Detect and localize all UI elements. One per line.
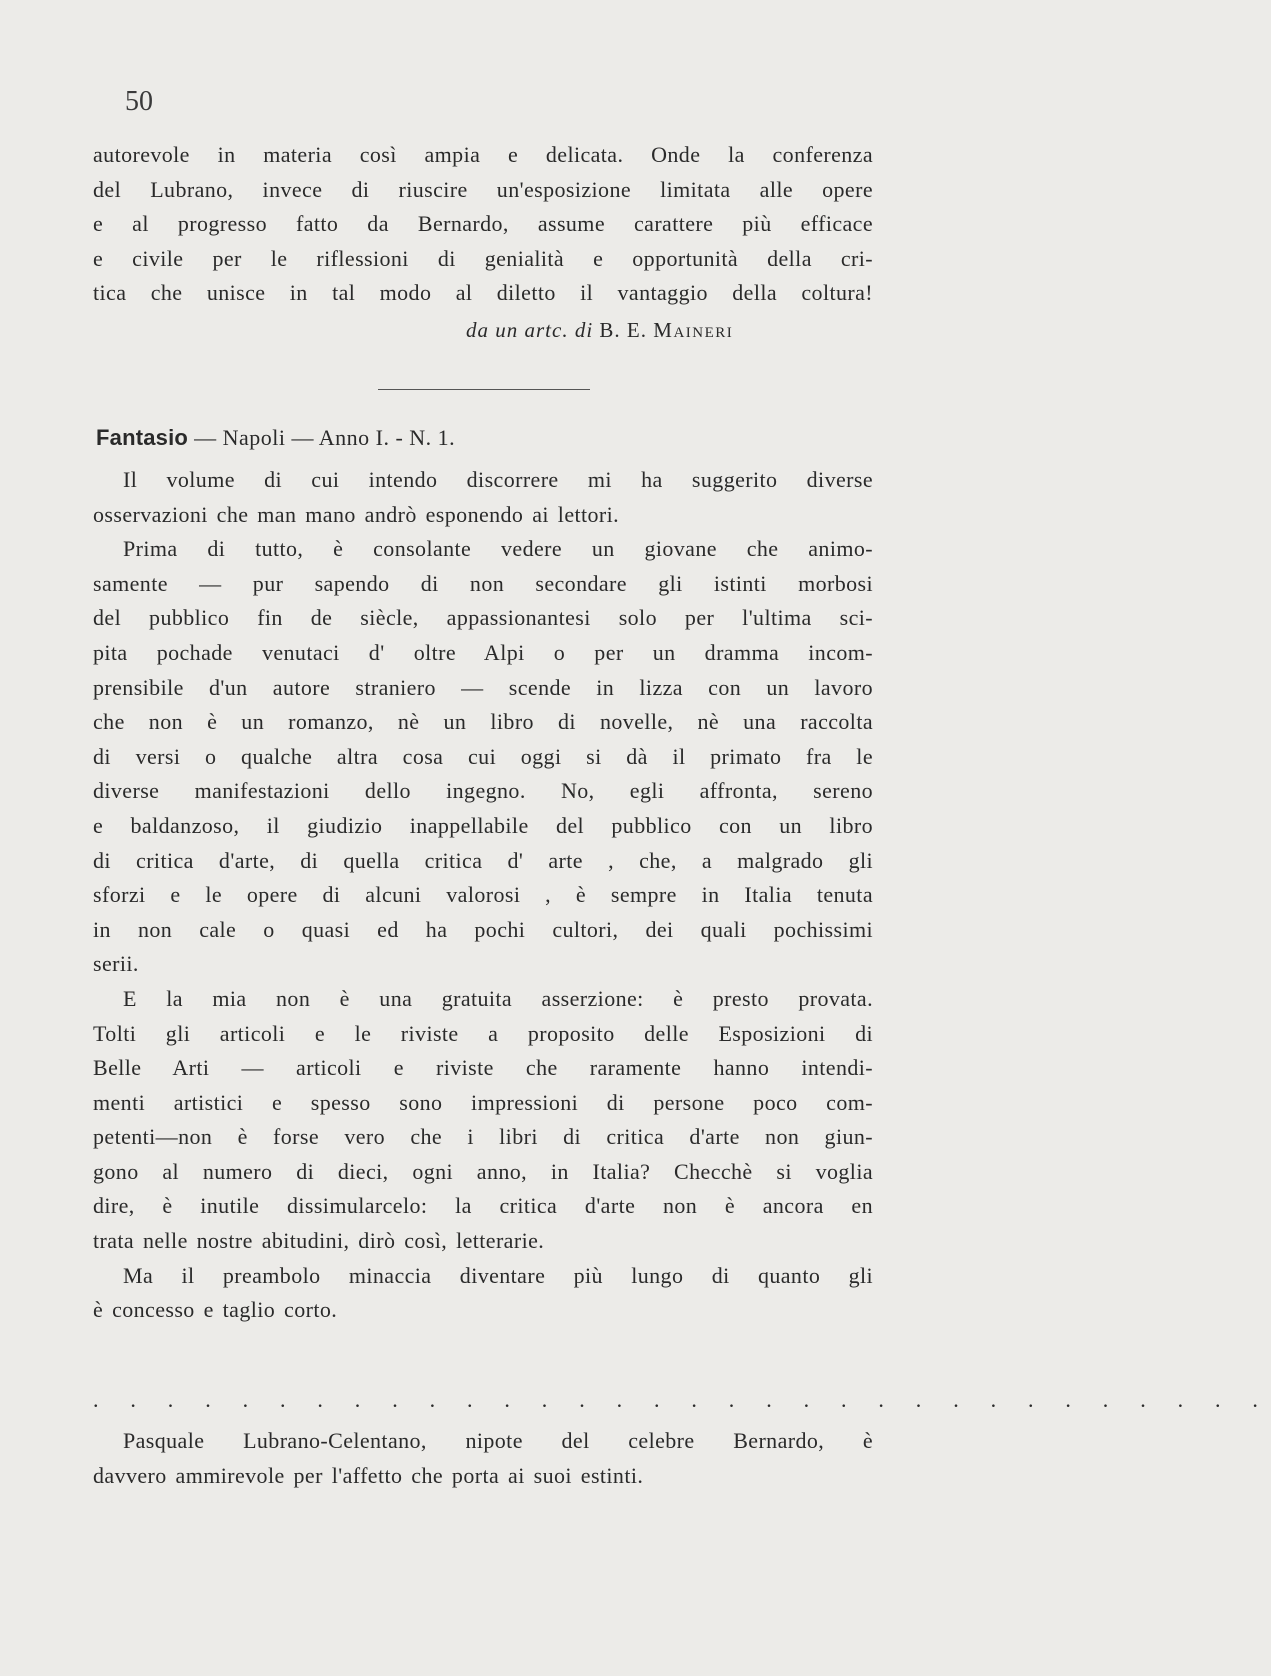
text-line: del Lubrano, invece di riuscire un'esposizione limitata alle opere [93,176,873,202]
text-line: e civile per le riflessioni di genialità e opportunità della cri- [93,245,873,271]
text-line: tica che unisce in tal modo al diletto il vantaggio della coltura! [93,280,873,306]
signature [466,318,733,343]
intro-paragraph [93,138,873,311]
page-number: 50 [125,86,153,117]
text-line: trata nelle nostre abitudini, dirò così, letterarie. [93,1228,545,1254]
text-line: dire, è inutile dissimularcelo: la critica d'arte non è ancora en [93,1193,873,1219]
text-line: samente — pur sapendo di non secondare gli istinti morbosi [93,570,873,596]
text-line: è concesso e taglio corto. [93,1297,338,1323]
text-line: osservazioni che man mano andrò esponendo ai lettori. [93,501,620,527]
closing-paragraph [93,1424,873,1493]
text-line: E la mia non è una gratuita asserzione: è presto provata. [123,985,873,1011]
text-line: in non cale o quasi ed ha pochi cultori, dei quali pochissimi [93,916,873,942]
text-line: di critica d'arte, di quella critica d' arte , che, a malgrado gli [93,847,873,873]
text-line: di versi o qualche altra cosa cui oggi si dà il primato fra le [93,743,873,769]
section-divider [378,389,590,390]
review-heading [96,425,455,451]
text-line: Pasquale Lubrano-Celentano, nipote del celebre Bernardo, è [123,1428,873,1453]
text-line: pita pochade venutaci d' oltre Alpi o per un dramma incom- [93,639,873,665]
text-line: Il volume di cui intendo discorrere mi ha suggerito diverse [123,467,873,492]
text-line: Tolti gli articoli e le riviste a proposito delle Esposizioni di [93,1020,873,1046]
signature-surname: Maineri [653,318,734,342]
text-line: petenti—non è forse vero che i libri di critica d'arte non giun- [93,1124,873,1150]
text-line: e baldanzoso, il giudizio inappellabile del pubblico con un libro [93,812,873,838]
text-line: che non è un romanzo, nè un libro di novelle, nè una raccolta [93,709,873,735]
text-line: prensibile d'un autore straniero — scende in lizza con un lavoro [93,674,873,700]
text-line: autorevole in materia così ampia e delicata. Onde la conferenza [93,142,873,167]
text-line: sforzi e le opere di alcuni valorosi , è sempre in Italia tenuta [93,882,873,908]
text-line: serii. [93,951,139,977]
text-line: gono al numero di dieci, ogni anno, in Italia? Checchè si voglia [93,1158,873,1184]
text-line: e al progresso fatto da Bernardo, assume carattere più efficace [93,211,873,237]
signature-prefix: da un artc. di [466,318,594,342]
review-title: Fantasio [96,425,189,450]
text-line: davvero ammirevole per l'affetto che porta ai suoi estinti. [93,1462,644,1488]
signature-initials: B. E. [599,318,648,342]
text-line: del pubblico fin de siècle, appassionantesi solo per l'ultima sci- [93,605,873,631]
text-line: Prima di tutto, è consolante vedere un giovane che animo- [123,536,873,562]
text-line: diverse manifestazioni dello ingegno. No, egli affronta, sereno [93,778,873,804]
ellipsis-separator: . . . . . . . . . . . . . . . . . . . . . . . . . . . . . . . . [93,1387,1271,1412]
text-line: menti artistici e spesso sono impressioni di persone poco com- [93,1089,873,1115]
text-line: Belle Arti — articoli e riviste che raramente hanno intendi- [93,1055,873,1081]
body-text [93,463,873,1328]
text-line: Ma il preambolo minaccia diventare più lungo di quanto gli [123,1262,873,1288]
review-details: — Napoli — Anno I. - N. 1. [188,425,456,450]
